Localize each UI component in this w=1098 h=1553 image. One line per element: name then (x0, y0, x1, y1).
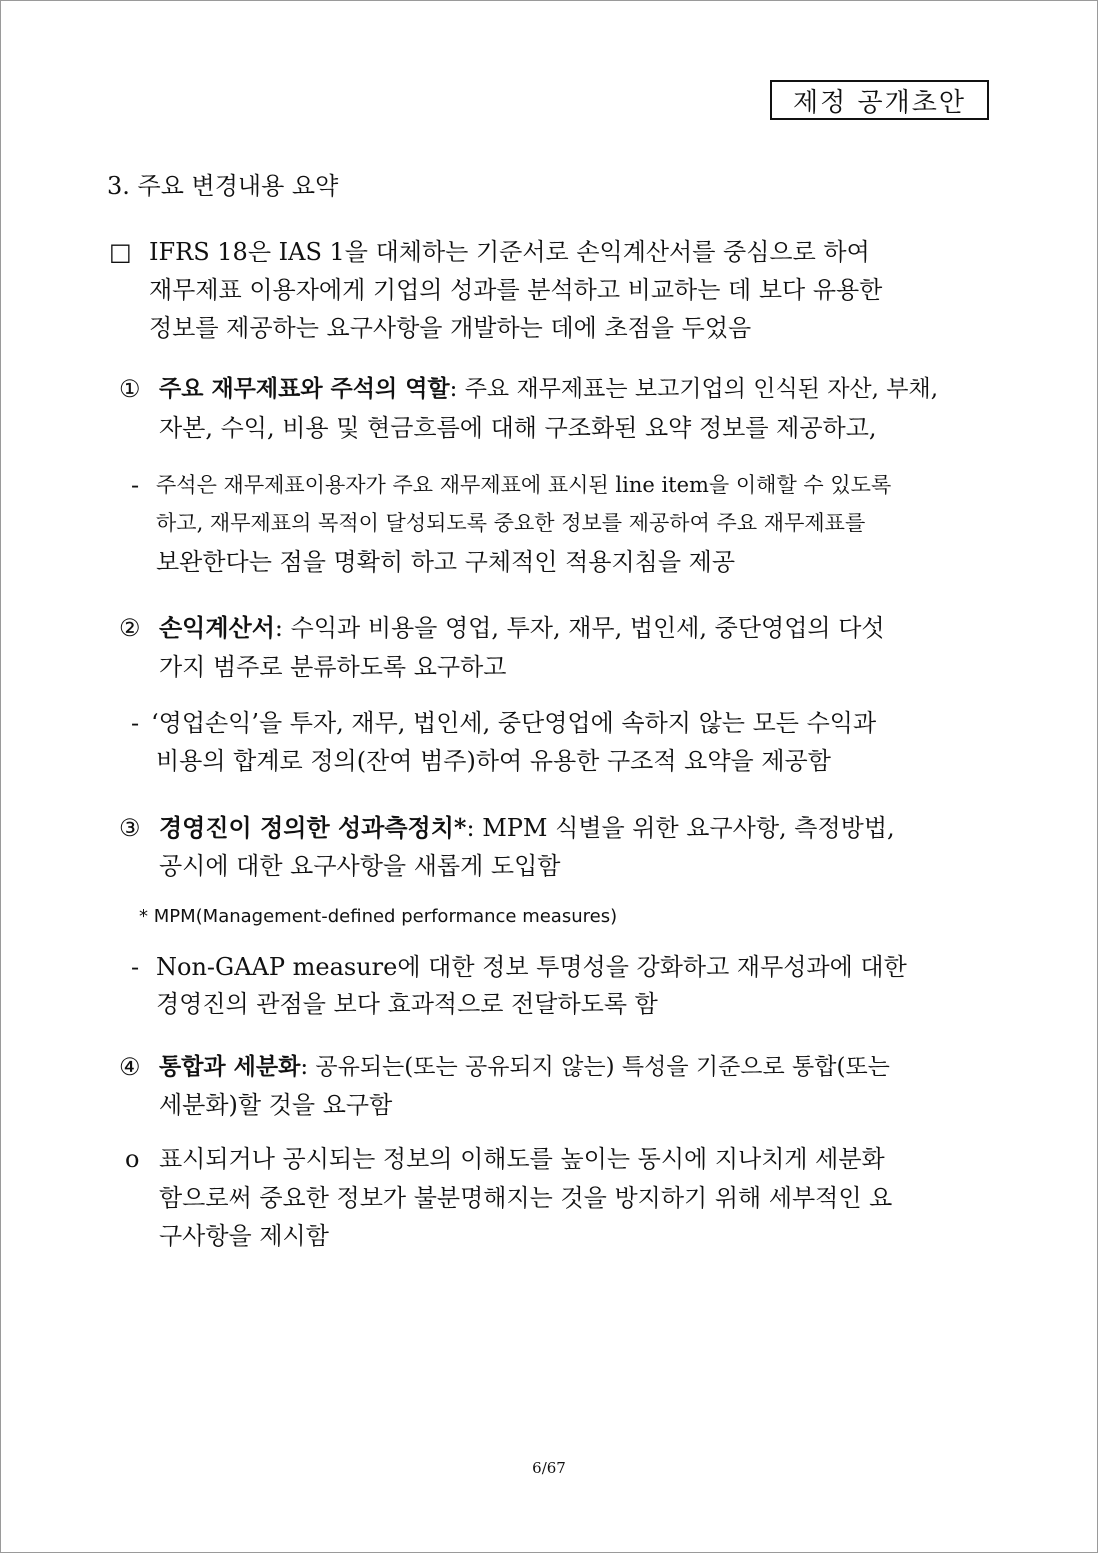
item3-marker: ③ (119, 814, 141, 842)
item1-sub-line-2: 하고, 재무제표의 목적이 달성되도록 중요한 정보를 제공하여 주요 재무제표를 (156, 511, 866, 535)
intro-line-2: 재무제표 이용자에게 기업의 성과를 분석하고 비교하는 데 보다 유용한 (149, 276, 883, 304)
item4-sub-line-1: 표시되거나 공시되는 정보의 이해도를 높이는 동시에 지나치게 세분화 (159, 1145, 885, 1173)
item1-dash: - (131, 471, 140, 499)
item3-dash: - (131, 953, 140, 981)
item2-dash: - (131, 709, 140, 737)
item4-sub-line-2: 함으로써 중요한 정보가 불분명해지는 것을 방지하기 위해 세부적인 요 (159, 1184, 893, 1212)
item1-sub-line-3: 보완한다는 점을 명확히 하고 구체적인 적용지침을 제공 (156, 548, 736, 576)
item3-line-1 (159, 813, 895, 843)
item2-line-2: 가지 범주로 분류하도록 요구하고 (159, 653, 507, 681)
item1-sub-line-1: 주석은 재무제표이용자가 주요 재무제표에 표시된 line item을 이해할 수 있도록 (156, 473, 892, 497)
item1-line-1-rest: : 주요 재무제표는 보고기업의 인식된 자산, 부채, (449, 376, 939, 402)
item4-heading: 통합과 세분화 (159, 1053, 301, 1080)
item2-heading: 손익계산서 (159, 613, 275, 642)
item2-line-1-rest: : 수익과 비용을 영업, 투자, 재무, 법인세, 중단영업의 다섯 (274, 614, 885, 642)
item4-bullet: o (125, 1145, 140, 1173)
section-title: 3. 주요 변경내용 요약 (107, 172, 339, 200)
item1-line-1 (159, 374, 938, 404)
item1-heading: 주요 재무제표와 주석의 역할 (159, 375, 450, 402)
item3-line-1-rest: : MPM 식별을 위한 요구사항, 측정방법, (466, 814, 895, 842)
item3-heading: 경영진이 정의한 성과측정치* (159, 813, 467, 842)
checkbox-marker: □ (109, 238, 132, 266)
item1-marker: ① (119, 375, 141, 403)
item4-line-2: 세분화)할 것을 요구함 (159, 1091, 393, 1119)
item2-marker: ② (119, 614, 141, 642)
item4-sub-line-3: 구사항을 제시함 (159, 1222, 329, 1250)
item2-line-1 (159, 613, 885, 643)
item2-sub-line-2: 비용의 합계로 정의(잔여 범주)하여 유용한 구조적 요약을 제공함 (156, 747, 831, 775)
intro-line-3: 정보를 제공하는 요구사항을 개발하는 데에 초점을 두었음 (149, 314, 752, 342)
item3-line-2: 공시에 대한 요구사항을 새롭게 도입함 (159, 852, 561, 880)
item3-sub-line-2: 경영진의 관점을 보다 효과적으로 전달하도록 함 (156, 990, 658, 1018)
item4-line-1-rest: : 공유되는(또는 공유되지 않는) 특성을 기준으로 통합(또는 (300, 1054, 890, 1080)
item4-line-1 (159, 1052, 890, 1082)
item2-sub-line-1: ‘영업손익’을 투자, 재무, 법인세, 중단영업에 속하지 않는 모든 수익과 (151, 709, 877, 737)
item3-footnote: * MPM(Management-defined performance measures) (139, 906, 618, 927)
intro-line-1: IFRS 18은 IAS 1을 대체하는 기준서로 손익계산서를 중심으로 하여 (149, 238, 870, 266)
page-number: 6/67 (532, 1459, 566, 1477)
item4-marker: ④ (119, 1053, 141, 1081)
item3-sub-line-1: Non-GAAP measure에 대한 정보 투명성을 강화하고 재무성과에 대한 (156, 953, 907, 981)
item1-line-2: 자본, 수익, 비용 및 현금흐름에 대해 구조화된 요약 정보를 제공하고, (159, 414, 877, 442)
draft-stamp: 제정 공개초안 (770, 80, 989, 120)
